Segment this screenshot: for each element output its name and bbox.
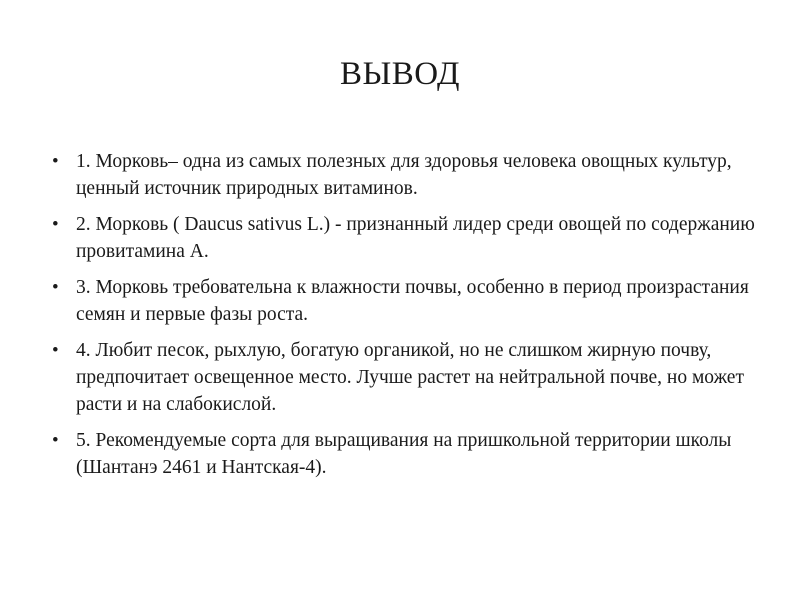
bullet-icon: • bbox=[52, 277, 59, 298]
list-item bbox=[52, 148, 762, 202]
list-item bbox=[52, 427, 762, 481]
list-item bbox=[52, 337, 762, 418]
bullet-icon: • bbox=[52, 340, 59, 361]
bullet-icon: • bbox=[52, 430, 59, 451]
list-item-text: 2. Морковь ( Daucus sativus L.) - признанный лидер среди овощей по содержанию провитамина А. bbox=[76, 214, 755, 262]
list-item-text: 1. Морковь– одна из самых полезных для здоровья человека овощных культур, ценный источник природных витаминов. bbox=[76, 151, 732, 199]
list-item bbox=[52, 274, 762, 328]
list-item bbox=[52, 211, 762, 265]
list-item-text: 4. Любит песок, рыхлую, богатую органикой, но не слишком жирную почву, предпочитает освещенное место. Лучше растет на нейтральной почве, но может расти и на слабокислой. bbox=[76, 340, 744, 415]
bullet-icon: • bbox=[52, 151, 59, 172]
slide-title: ВЫВОД bbox=[340, 56, 460, 92]
list-item-text: 3. Морковь требовательна к влажности почвы, особенно в период произрастания семян и первые фазы роста. bbox=[76, 277, 749, 325]
bullet-icon: • bbox=[52, 214, 59, 235]
list-item-text: 5. Рекомендуемые сорта для выращивания на пришкольной территории школы (Шантанэ 2461 и Нантская-4). bbox=[76, 430, 732, 478]
conclusion-list bbox=[52, 148, 762, 490]
